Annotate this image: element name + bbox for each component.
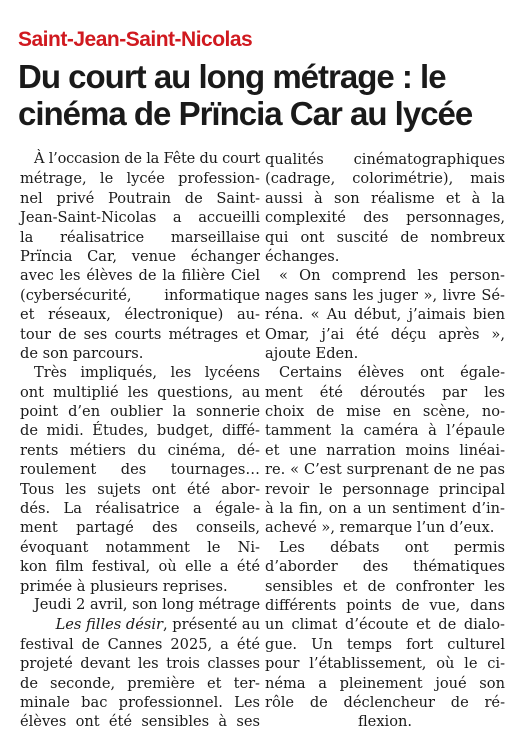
text-line: flexion. — [357, 713, 413, 731]
text-line: aussi à son réalisme et à la — [265, 189, 505, 207]
text-line: et une narration moins linéai- — [265, 441, 505, 459]
text-line: Les débats ont permis — [279, 538, 505, 556]
text-line: et réseaux, électronique) au- — [20, 306, 260, 324]
text-line: revoir le personnage principal — [265, 480, 505, 498]
text-line: nel privé Poutrain de Saint- — [20, 189, 260, 207]
text-line: roulement des tournages… — [20, 461, 260, 479]
text-line: point d’en oublier la sonnerie — [20, 403, 260, 421]
text-line: primée à plusieurs reprises. — [20, 577, 228, 595]
text-line: (cybersécurité, informatique — [20, 286, 260, 304]
text-line: ajoute Eden. — [265, 344, 359, 362]
text-line: tamment la caméra à l’épaule — [265, 422, 505, 440]
article-kicker: Saint-Jean-Saint-Nicolas — [18, 28, 253, 51]
text-line: kon film festival, où elle a été — [20, 558, 260, 576]
text-line: complexité des personnages, — [265, 209, 505, 227]
text-line: Jean-Saint-Nicolas a accueilli — [20, 209, 260, 227]
text-line: dés. La réalisatrice a égale- — [20, 500, 260, 518]
headline-line: Du court au long métrage : le — [18, 58, 446, 95]
article-headline — [18, 58, 518, 132]
text-line: réna. « Au début, j’aimais bien — [265, 306, 505, 324]
text-line: avec les élèves de la filière Ciel — [20, 267, 260, 285]
text-line: minale bac professionnel. Les — [20, 693, 260, 711]
text-line: échanges. — [265, 247, 340, 265]
text-line: Très impliqués, les lycéens — [34, 364, 260, 382]
text-line: de son parcours. — [20, 344, 144, 362]
text-line: ont multiplié les questions, au — [20, 383, 260, 401]
text-line — [20, 615, 260, 634]
text-line: gue. Un temps fort culturel — [265, 635, 505, 653]
text-line: sensibles et de confronter les — [265, 577, 505, 595]
text-line: ment été déroutés par les — [265, 383, 505, 401]
text-line: ment partagé des conseils, — [20, 519, 260, 537]
text-line: qualités cinématographiques — [265, 151, 505, 168]
text-line: élèves ont été sensibles à ses — [20, 713, 260, 731]
text-line: différents points de vue, dans — [265, 596, 505, 614]
text-line: d’aborder des thématiques — [265, 558, 505, 576]
film-line-rest: , présenté au — [163, 616, 260, 634]
text-line: métrage, le lycée profession- — [20, 170, 260, 188]
text-line: rôle de déclencheur de ré- — [265, 693, 505, 711]
text-line: rents métiers du cinéma, dé- — [20, 441, 260, 459]
text-line: « On comprend les person- — [279, 267, 505, 285]
text-line: re. « C’est surprenant de ne pas — [265, 461, 505, 479]
film-title: Les filles désir — [55, 616, 163, 634]
text-line: à la fin, on a un sentiment d’in- — [265, 500, 505, 518]
headline-line: cinéma de Prïncia Car au lycée — [18, 95, 473, 132]
text-line: de seconde, première et ter- — [20, 674, 260, 692]
text-line: achevé », remarque l’un d’eux. — [265, 519, 495, 537]
text-line: festival de Cannes 2025, a été — [20, 635, 260, 653]
text-line: nages sans les juger », livre Sé- — [265, 286, 505, 304]
text-line: À l’occasion de la Fête du court — [34, 151, 261, 167]
text-line: Certains élèves ont égale- — [279, 364, 505, 382]
text-line: évoquant notamment le Ni- — [20, 538, 260, 556]
text-line: de midi. Études, budget, diffé- — [20, 422, 260, 440]
text-line: (cadrage, colorimétrie), mais — [265, 170, 505, 188]
text-line: Jeudi 2 avril, son long métrage — [34, 596, 260, 613]
text-line: néma a pleinement joué son — [265, 674, 505, 692]
text-line: pour l’établissement, où le ci- — [265, 655, 505, 673]
text-line: qui ont suscité de nombreux — [265, 228, 505, 246]
article-column-right — [265, 150, 505, 732]
text-line: Tous les sujets ont été abor- — [20, 480, 260, 498]
article-column-left — [20, 150, 260, 732]
text-line: projeté devant les trois classes — [20, 655, 260, 673]
text-line: Omar, j’ai été déçu après », — [265, 325, 505, 343]
text-line: tour de ses courts métrages et — [20, 325, 260, 343]
text-line: la réalisatrice marseillaise — [20, 228, 260, 246]
text-line: Prïncia Car, venue échanger — [20, 247, 260, 265]
text-line: choix de mise en scène, no- — [265, 403, 505, 421]
text-line: un climat d’écoute et de dialo- — [265, 616, 505, 634]
